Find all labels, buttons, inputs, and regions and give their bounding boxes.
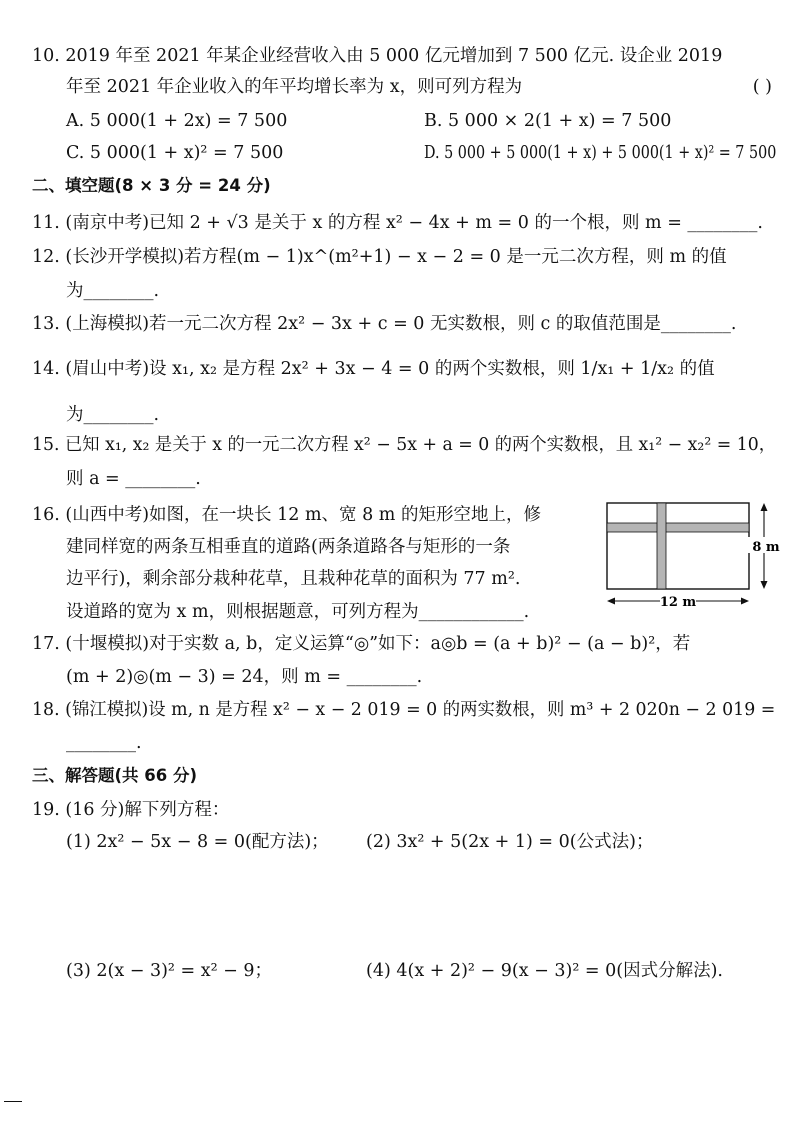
q12-line1: 12. (长沙开学模拟)若方程(m − 1)x^(m²+1) − x − 2 = 0 是一元二次方程，则 m 的值 — [32, 247, 727, 267]
q10-option-d: D. 5 000 + 5 000(1 + x) + 5 000(1 + x)² = 7 500 — [424, 143, 777, 163]
q15-line2: 则 a = ________. — [66, 469, 201, 489]
width-arrow-right-icon — [741, 598, 749, 605]
q19-part4: (4) 4(x + 2)² − 9(x − 3)² = 0(因式分解法). — [366, 961, 723, 981]
q17-line1: 17. (十堰模拟)对于实数 a, b，定义运算“◎”如下：a◎b = (a + b)² − (a − b)²，若 — [32, 634, 691, 654]
q10-option-b: B. 5 000 × 2(1 + x) = 7 500 — [424, 111, 672, 131]
q18-line2: ________. — [66, 733, 142, 753]
q19-stem: 19. (16 分)解下列方程： — [32, 800, 230, 820]
q10-answer-bracket: ( ) — [752, 77, 772, 97]
q10-line2: 年至 2021 年企业收入的年平均增长率为 x，则可列方程为 — [66, 77, 523, 97]
q14-line2: 为________. — [66, 405, 160, 425]
q19-part3: (3) 2(x − 3)² = x² − 9； — [66, 961, 273, 981]
width-arrow-left-icon — [607, 598, 615, 605]
height-arrow-top-icon — [761, 503, 768, 511]
q16-line2: 建同样宽的两条互相垂直的道路(两条道路各与矩形的一条 — [66, 537, 511, 557]
rectangle-road-figure — [602, 500, 784, 612]
q10-line1: 10. 2019 年至 2021 年某企业经营收入由 5 000 亿元增加到 7 500 亿元. 设企业 2019 — [32, 46, 723, 66]
field-rectangle — [607, 503, 749, 589]
q16-line3: 边平行)，剩余部分栽种花草，且栽种花草的面积为 77 m². — [66, 569, 521, 589]
q11-text: 11. (南京中考)已知 2 + √3 是关于 x 的方程 x² − 4x + m = 0 的一个根，则 m = ________. — [32, 213, 763, 233]
q14-line1: 14. (眉山中考)设 x₁, x₂ 是方程 2x² + 3x − 4 = 0 的两个实数根，则 1/x₁ + 1/x₂ 的值 — [32, 359, 715, 379]
horizontal-road — [607, 523, 749, 532]
page-edge-mark — [4, 1101, 22, 1102]
q17-line2: (m + 2)◎(m − 3) = 24，则 m = ________. — [66, 667, 423, 687]
q13-text: 13. (上海模拟)若一元二次方程 2x² − 3x + c = 0 无实数根，则 c 的取值范围是________. — [32, 314, 737, 334]
q12-line2: 为________. — [66, 281, 160, 301]
q15-line1: 15. 已知 x₁, x₂ 是关于 x 的一元二次方程 x² − 5x + a = 0 的两个实数根，且 x₁² − x₂² = 10， — [32, 435, 777, 455]
q19-part2: (2) 3x² + 5(2x + 1) = 0(公式法)； — [366, 832, 654, 852]
vertical-road — [657, 503, 666, 589]
width-label: 12 m — [659, 595, 697, 610]
height-arrow-bottom-icon — [761, 581, 768, 589]
section-solve-title: 三、解答题(共 66 分) — [32, 766, 198, 785]
q19-part1: (1) 2x² − 5x − 8 = 0(配方法)； — [66, 832, 329, 852]
q18-line1: 18. (锦江模拟)设 m, n 是方程 x² − x − 2 019 = 0 的两实数根，则 m³ + 2 020n − 2 019 = — [32, 700, 776, 720]
q16-line1: 16. (山西中考)如图，在一块长 12 m、宽 8 m 的矩形空地上，修 — [32, 505, 541, 525]
height-label: 8 m — [752, 540, 780, 555]
section-fill-blank-title: 二、填空题(8 × 3 分 = 24 分) — [32, 176, 271, 195]
q16-line4: 设道路的宽为 x m，则根据题意，可列方程为____________. — [66, 602, 530, 622]
q10-option-a: A. 5 000(1 + 2x) = 7 500 — [66, 111, 288, 131]
q10-option-c: C. 5 000(1 + x)² = 7 500 — [66, 143, 284, 163]
